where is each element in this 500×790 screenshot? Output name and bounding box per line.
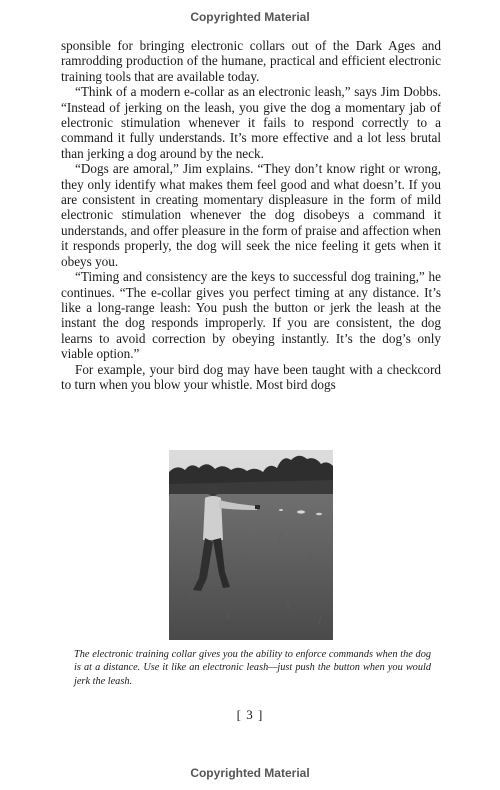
copyright-watermark-top: Copyrighted Material bbox=[190, 10, 310, 24]
paragraph-2: “Think of a modern e-collar as an electronic leash,” says Jim Dobbs. “Instead of jerking on the leash, you give the dog a momentary jab of electronic stimulation whenever it fails to respond correctly to a command it fully understands. It’s more effective and a lot less brutal than jerking a dog around by the neck. bbox=[61, 84, 441, 161]
paragraph-4: “Timing and consistency are the keys to successful dog training,” he continues. “The e-collar gives you perfect timing at any distance. It’s like a long-range leash: You push the button or jerk the leash at the instant the dog responds improperly. If you are consistent, the dog learns to avoid correction by obeying instantly. It’s the dog’s only viable option.” bbox=[61, 269, 441, 362]
body-text bbox=[61, 38, 441, 392]
paragraph-1: sponsible for bringing electronic collars out of the Dark Ages and ramrodding production of the humane, practical and efficient electronic training tools that are available today. bbox=[61, 38, 441, 84]
paragraph-5: For example, your bird dog may have been taught with a checkcord to turn when you blow your whistle. Most bird dogs bbox=[61, 361, 441, 392]
paragraph-3: “Dogs are amoral,” Jim explains. “They don’t know right or wrong, they only identify what makes them feel good and what doesn’t. If you are consistent in creating momentary displeasure in the form of mild electronic stimulation whenever the dog disobeys a command it understands, and offer pleasure in the form of praise and affection when it responds properly, the dog will seek the nice feeling it gets when it obeys you. bbox=[61, 161, 441, 269]
page-number: [ 3 ] bbox=[236, 707, 264, 722]
training-photo bbox=[169, 450, 333, 640]
figure-caption: The electronic training collar gives you the ability to enforce commands when the dog is at a distance. Use it like an electronic leash—just push the button when you would jerk the leash. bbox=[74, 649, 431, 687]
copyright-watermark-bottom: Copyrighted Material bbox=[190, 766, 310, 780]
